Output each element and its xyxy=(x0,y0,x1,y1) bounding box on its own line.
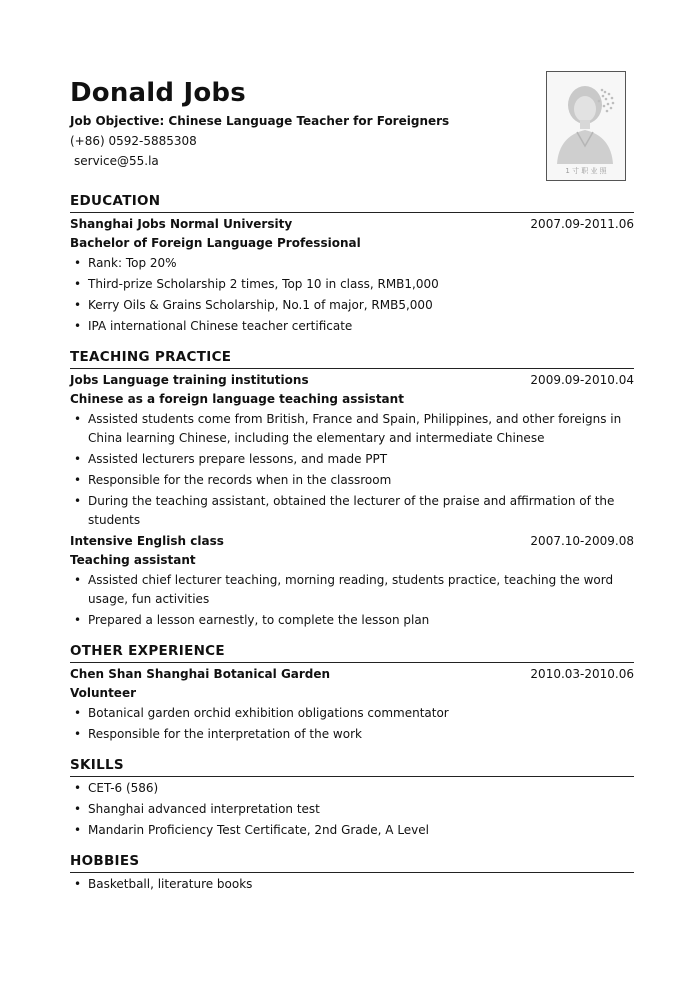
entry-date-range: 2009.09-2010.04 xyxy=(530,373,634,387)
entry-role: Bachelor of Foreign Language Professional xyxy=(70,236,361,250)
entry-header xyxy=(70,532,634,551)
bullet-item: • Shanghai advanced interpretation test xyxy=(70,800,634,819)
section-title: SKILLS xyxy=(70,756,634,777)
entry-header xyxy=(70,215,634,234)
entry-organization: Shanghai Jobs Normal University xyxy=(70,217,293,231)
section-hobbies xyxy=(70,852,634,894)
bullet-item: • Kerry Oils & Grains Scholarship, No.1 of major, RMB5,000 xyxy=(70,296,634,315)
section-title: TEACHING PRACTICE xyxy=(70,348,634,369)
section-teaching-practice xyxy=(70,348,634,630)
section-skills xyxy=(70,756,634,840)
bullet-list xyxy=(70,779,634,840)
bullet-item: • Assisted students come from British, France and Spain, Philippines, and other foreigns in China learning Chinese, including the elementary and intermediate Chinese xyxy=(70,410,634,448)
profile-photo xyxy=(546,71,626,181)
person-silhouette-icon xyxy=(547,72,625,180)
entry-header xyxy=(70,371,634,390)
entry-role: Volunteer xyxy=(70,686,137,700)
bullet-item: • Prepared a lesson earnestly, to complete the lesson plan xyxy=(70,611,634,630)
phone-number: (+86) 0592-5885308 xyxy=(70,134,197,148)
bullet-item: • Third-prize Scholarship 2 times, Top 10 in class, RMB1,000 xyxy=(70,275,634,294)
bullet-item: • Mandarin Proficiency Test Certificate, 2nd Grade, A Level xyxy=(70,821,634,840)
section-title: OTHER EXPERIENCE xyxy=(70,642,634,663)
bullet-list xyxy=(70,254,634,336)
entry-organization: Intensive English class xyxy=(70,534,224,548)
bullet-item: • Basketball, literature books xyxy=(70,875,634,894)
job-objective: Job Objective: Chinese Language Teacher for Foreigners xyxy=(70,114,450,128)
email-address: service@55.la xyxy=(74,154,159,168)
section-title: EDUCATION xyxy=(70,192,634,213)
entry-organization: Chen Shan Shanghai Botanical Garden xyxy=(70,667,331,681)
bullet-item: • Rank: Top 20% xyxy=(70,254,634,273)
bullet-list xyxy=(70,875,634,894)
bullet-list xyxy=(70,704,634,744)
section-title: HOBBIES xyxy=(70,852,634,873)
entry-header xyxy=(70,665,634,684)
bullet-item: • Botanical garden orchid exhibition obligations commentator xyxy=(70,704,634,723)
bullet-item: • CET-6 (586) xyxy=(70,779,634,798)
resume-body xyxy=(70,192,634,906)
entry-role: Teaching assistant xyxy=(70,553,196,567)
candidate-name: Donald Jobs xyxy=(70,78,246,108)
entry-organization: Jobs Language training institutions xyxy=(70,373,309,387)
entry-date-range: 2007.10-2009.08 xyxy=(530,534,634,548)
bullet-item: • Responsible for the records when in the classroom xyxy=(70,471,634,490)
entry-date-range: 2010.03-2010.06 xyxy=(530,667,634,681)
bullet-list xyxy=(70,410,634,530)
bullet-list xyxy=(70,571,634,630)
entry-date-range: 2007.09-2011.06 xyxy=(530,217,634,231)
bullet-item: • Assisted chief lecturer teaching, morning reading, students practice, teaching the word usage, fun activities xyxy=(70,571,634,609)
photo-caption: 1 寸 职 业 照 xyxy=(565,167,607,175)
bullet-item: • IPA international Chinese teacher certificate xyxy=(70,317,634,336)
bullet-item: • Responsible for the interpretation of the work xyxy=(70,725,634,744)
bullet-item: • During the teaching assistant, obtained the lecturer of the praise and affirmation of the students xyxy=(70,492,634,530)
section-other-experience xyxy=(70,642,634,744)
section-education xyxy=(70,192,634,336)
entry-role: Chinese as a foreign language teaching assistant xyxy=(70,392,404,406)
bullet-item: • Assisted lecturers prepare lessons, and made PPT xyxy=(70,450,634,469)
